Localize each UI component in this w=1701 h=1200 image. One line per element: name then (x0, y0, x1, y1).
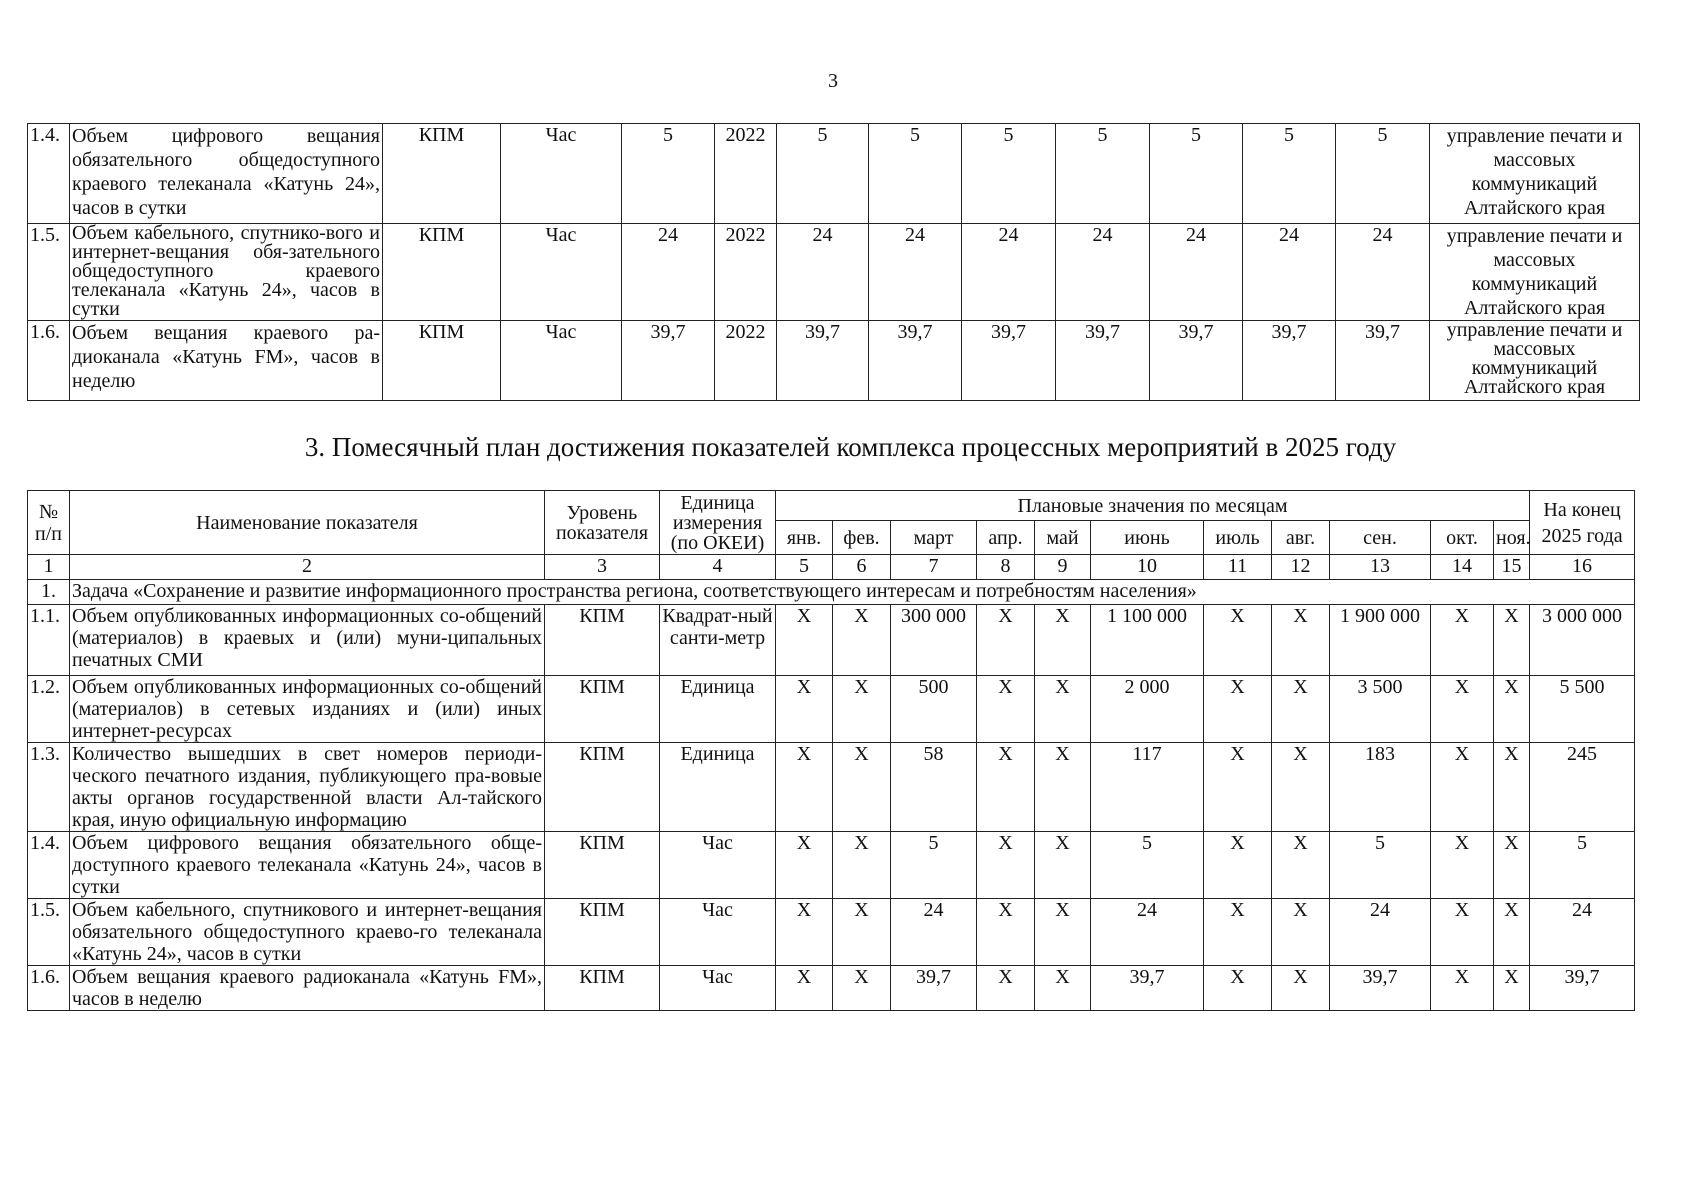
year-value: 24 (1150, 224, 1243, 321)
month-value: 39,7 (891, 966, 977, 1011)
column-number: 8 (977, 555, 1035, 580)
indicator-unit: Час (660, 899, 776, 966)
row-number: 1.5. (28, 224, 70, 321)
row-number: 1.4. (28, 124, 70, 224)
year-value: 24 (777, 224, 869, 321)
column-number: 1 (28, 555, 70, 580)
year-value: 39,7 (1336, 321, 1430, 401)
year-value: 5 (1336, 124, 1430, 224)
year-end-value: 5 (1530, 832, 1635, 899)
monthly-plan-table (27, 490, 1635, 1011)
indicator-name: Количество вышедших в свет номеров периоди-ческого печатного издания, публикующего пра-вовые акты органов государственной власти Ал-тайского края, иную официальную информацию (70, 743, 545, 832)
base-year: 2022 (715, 124, 777, 224)
column-number: 6 (833, 555, 891, 580)
month-value: 2 000 (1091, 676, 1204, 743)
header-name: Наименование показателя (70, 491, 545, 555)
header-no: № п/п (28, 491, 70, 555)
month-value: X (1431, 676, 1494, 743)
row-number: 1.2. (28, 676, 70, 743)
month-header: ноя. (1494, 521, 1530, 555)
indicator-level: КПМ (545, 832, 660, 899)
column-number: 5 (776, 555, 833, 580)
month-value: 39,7 (1330, 966, 1431, 1011)
year-end-value: 39,7 (1530, 966, 1635, 1011)
month-value: X (1494, 899, 1530, 966)
month-value: X (833, 676, 891, 743)
task-text: Задача «Сохранение и развитие информационного пространства региона, соответствующего интересам и потребностям населения» (70, 580, 1635, 605)
section-title: 3. Помесячный план достижения показателей комплекса процессных мероприятий в 2025 году (304, 432, 1397, 462)
month-header: июль (1204, 521, 1272, 555)
indicator-name: Объем цифрового вещания обязательного общедоступного краевого телеканала «Катунь 24», часов в сутки (70, 124, 383, 224)
month-value: 24 (891, 899, 977, 966)
month-value: X (776, 966, 833, 1011)
year-value: 39,7 (869, 321, 962, 401)
year-value: 24 (962, 224, 1056, 321)
base-year: 2022 (715, 224, 777, 321)
month-value: X (1494, 743, 1530, 832)
month-value: X (833, 605, 891, 676)
month-header: фев. (833, 521, 891, 555)
header-level: Уровень показателя (545, 491, 660, 555)
month-value: X (1494, 676, 1530, 743)
month-header: сен. (1330, 521, 1431, 555)
indicator-name: Объем кабельного, спутникового и интернет-вещания обязательного общедоступного краево-го телеканала «Катунь 24», часов в сутки (70, 899, 545, 966)
row-number: 1.4. (28, 832, 70, 899)
base-value: 39,7 (622, 321, 715, 401)
year-value: 24 (1056, 224, 1150, 321)
month-value: X (977, 832, 1035, 899)
month-value: X (833, 832, 891, 899)
table-row (28, 321, 1640, 401)
month-value: X (1431, 899, 1494, 966)
month-value: 5 (1091, 832, 1204, 899)
column-number: 4 (660, 555, 776, 580)
row-number: 1.6. (28, 321, 70, 401)
year-value: 39,7 (1056, 321, 1150, 401)
month-value: X (1431, 832, 1494, 899)
year-value: 5 (1243, 124, 1336, 224)
page-number: 3 (828, 70, 838, 92)
indicator-name: Объем цифрового вещания обязательного обще-доступного краевого телеканала «Катунь 24», часов в сутки (70, 832, 545, 899)
month-value: 1 100 000 (1091, 605, 1204, 676)
month-value: X (833, 899, 891, 966)
table-row (28, 832, 1635, 899)
indicator-level: КПМ (383, 321, 501, 401)
year-end-value: 24 (1530, 899, 1635, 966)
month-header: май (1035, 521, 1091, 555)
year-end-value: 5 500 (1530, 676, 1635, 743)
month-value: X (1204, 605, 1272, 676)
month-value: X (776, 676, 833, 743)
indicator-unit: Квадрат-ный санти-метр (660, 605, 776, 676)
indicators-table-continued (27, 123, 1640, 401)
indicator-name: Объем вещания краевого радиоканала «Катунь FM», часов в неделю (70, 966, 545, 1011)
year-value: 5 (962, 124, 1056, 224)
column-number: 16 (1530, 555, 1635, 580)
row-number: 1.3. (28, 743, 70, 832)
indicator-unit: Единица (660, 743, 776, 832)
year-value: 24 (869, 224, 962, 321)
responsible-body: управление печати и массовых коммуникаций Алтайского края (1430, 224, 1640, 321)
task-number: 1. (28, 580, 70, 605)
month-value: X (977, 966, 1035, 1011)
table-row (28, 676, 1635, 743)
header-year-end: На конец 2025 года (1530, 491, 1635, 555)
column-number: 2 (70, 555, 545, 580)
month-value: X (1035, 743, 1091, 832)
month-value: 1 900 000 (1330, 605, 1431, 676)
month-header: июнь (1091, 521, 1204, 555)
year-end-value: 3 000 000 (1530, 605, 1635, 676)
month-header: окт. (1431, 521, 1494, 555)
base-year: 2022 (715, 321, 777, 401)
month-value: X (1035, 605, 1091, 676)
month-value: 24 (1330, 899, 1431, 966)
indicator-level: КПМ (545, 966, 660, 1011)
column-number: 7 (891, 555, 977, 580)
year-value: 5 (869, 124, 962, 224)
month-value: 39,7 (1091, 966, 1204, 1011)
year-value: 24 (1336, 224, 1430, 321)
month-value: 3 500 (1330, 676, 1431, 743)
month-value: X (1204, 966, 1272, 1011)
month-header: март (891, 521, 977, 555)
table-row (28, 124, 1640, 224)
month-header: янв. (776, 521, 833, 555)
month-value: X (1494, 832, 1530, 899)
indicator-name: Объем вещания краевого ра-диоканала «Катунь FM», часов в неделю (70, 321, 383, 401)
month-value: X (833, 743, 891, 832)
indicator-name: Объем кабельного, спутнико-вого и интернет-вещания обя-зательного общедоступного краевого телеканала «Катунь 24», часов в сутки (70, 224, 383, 321)
responsible-body: управление печати и массовых коммуникаций Алтайского края (1430, 321, 1640, 401)
year-value: 39,7 (1150, 321, 1243, 401)
year-value: 5 (1056, 124, 1150, 224)
month-value: 117 (1091, 743, 1204, 832)
month-value: X (776, 899, 833, 966)
base-value: 5 (622, 124, 715, 224)
indicator-level: КПМ (383, 224, 501, 321)
month-header: авг. (1272, 521, 1330, 555)
month-value: 5 (891, 832, 977, 899)
indicator-unit: Час (660, 832, 776, 899)
row-number: 1.1. (28, 605, 70, 676)
table-row (28, 605, 1635, 676)
month-value: X (1431, 743, 1494, 832)
column-number: 10 (1091, 555, 1204, 580)
year-value: 24 (1243, 224, 1336, 321)
header-monthly-values: Плановые значения по месяцам (776, 491, 1530, 521)
row-number: 1.6. (28, 966, 70, 1011)
month-value: X (1272, 605, 1330, 676)
indicator-unit: Час (501, 321, 622, 401)
column-number: 12 (1272, 555, 1330, 580)
indicator-level: КПМ (545, 899, 660, 966)
month-value: X (1272, 676, 1330, 743)
month-value: X (1494, 605, 1530, 676)
month-header: апр. (977, 521, 1035, 555)
indicator-level: КПМ (545, 743, 660, 832)
year-value: 5 (777, 124, 869, 224)
table-row (28, 899, 1635, 966)
month-value: X (1035, 966, 1091, 1011)
month-value: X (977, 743, 1035, 832)
month-value: 300 000 (891, 605, 977, 676)
month-value: X (1272, 966, 1330, 1011)
month-value: X (1272, 832, 1330, 899)
month-value: X (776, 605, 833, 676)
indicator-level: КПМ (383, 124, 501, 224)
column-number: 14 (1431, 555, 1494, 580)
month-value: X (1204, 899, 1272, 966)
indicator-name: Объем опубликованных информационных со-общений (материалов) в сетевых изданиях и (или) иных интернет-ресурсах (70, 676, 545, 743)
indicator-level: КПМ (545, 676, 660, 743)
year-value: 39,7 (962, 321, 1056, 401)
month-value: X (1035, 676, 1091, 743)
indicator-unit: Час (501, 124, 622, 224)
month-value: X (1272, 899, 1330, 966)
month-value: 5 (1330, 832, 1431, 899)
year-end-value: 245 (1530, 743, 1635, 832)
column-number: 15 (1494, 555, 1530, 580)
month-value: 58 (891, 743, 977, 832)
indicator-level: КПМ (545, 605, 660, 676)
month-value: 183 (1330, 743, 1431, 832)
month-value: X (833, 966, 891, 1011)
month-value: X (1272, 743, 1330, 832)
row-number: 1.5. (28, 899, 70, 966)
month-value: X (1431, 605, 1494, 676)
month-value: X (977, 605, 1035, 676)
month-value: X (1204, 743, 1272, 832)
month-value: X (977, 676, 1035, 743)
month-value: X (1431, 966, 1494, 1011)
indicator-name: Объем опубликованных информационных со-общений (материалов) в краевых и (или) муни-ципальных печатных СМИ (70, 605, 545, 676)
table-row (28, 743, 1635, 832)
table-row (28, 224, 1640, 321)
month-value: X (776, 743, 833, 832)
month-value: X (1494, 966, 1530, 1011)
indicator-unit: Час (660, 966, 776, 1011)
column-number: 13 (1330, 555, 1431, 580)
month-value: X (776, 832, 833, 899)
month-value: 24 (1091, 899, 1204, 966)
table-row (28, 966, 1635, 1011)
header-unit: Единица измерения (по ОКЕИ) (660, 491, 776, 555)
year-value: 39,7 (777, 321, 869, 401)
responsible-body: управление печати и массовых коммуникаций Алтайского края (1430, 124, 1640, 224)
indicator-unit: Час (501, 224, 622, 321)
month-value: X (1204, 676, 1272, 743)
indicator-unit: Единица (660, 676, 776, 743)
base-value: 24 (622, 224, 715, 321)
year-value: 5 (1150, 124, 1243, 224)
column-number: 11 (1204, 555, 1272, 580)
column-number: 3 (545, 555, 660, 580)
month-value: 500 (891, 676, 977, 743)
year-value: 39,7 (1243, 321, 1336, 401)
month-value: X (1204, 832, 1272, 899)
column-number: 9 (1035, 555, 1091, 580)
month-value: X (1035, 832, 1091, 899)
month-value: X (1035, 899, 1091, 966)
month-value: X (977, 899, 1035, 966)
